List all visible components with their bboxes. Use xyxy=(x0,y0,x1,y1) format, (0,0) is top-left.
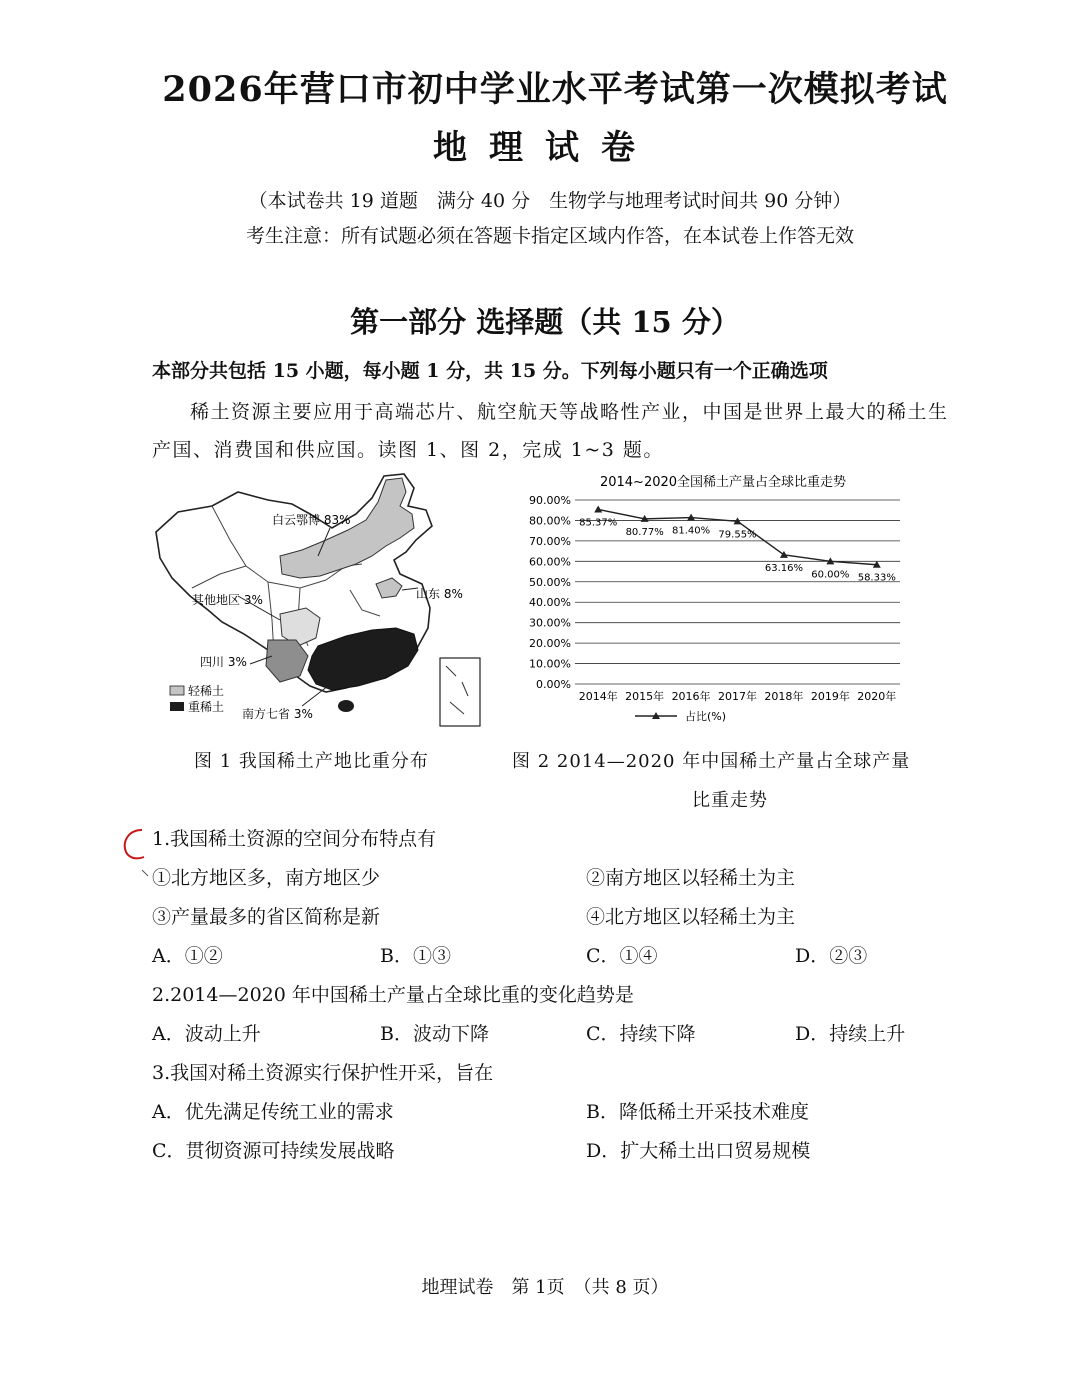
x-tick-label: 2017年 xyxy=(718,690,757,703)
legend-light-swatch xyxy=(170,686,184,695)
hainan-island xyxy=(338,700,354,712)
x-tick-label: 2019年 xyxy=(810,690,850,703)
x-tick-label: 2016年 xyxy=(671,690,711,703)
passage: 稀土资源主要应用于高端芯片、航空航天等战略性产业，中国是世界上最大的稀土生产国、消费国和供应国。读图 1、图 2，完成 1~3 题。 xyxy=(152,401,949,461)
data-point xyxy=(594,505,602,512)
y-tick-label: 50.00% xyxy=(529,575,571,589)
label-sichuan: 四川 3% xyxy=(200,655,247,669)
figure1-caption: 图 1 我国稀土产地比重分布 xyxy=(194,751,429,772)
rare-earth-map xyxy=(150,470,490,730)
south-china-sea-inset xyxy=(440,658,480,726)
part-title: 第一部分 选择题（共 15 分） xyxy=(350,305,740,339)
legend-heavy-label: 重稀土 xyxy=(188,700,225,714)
y-tick-label: 0.00% xyxy=(536,678,571,691)
part-intro: 本部分共包括 15 小题，每小题 1 分，共 15 分。下列每小题只有一个正确选项 xyxy=(152,360,828,382)
chart-title: 2014~2020全国稀土产量占全球比重走势 xyxy=(599,475,847,490)
page-footer: 地理试卷 第 1页 （共 8 页） xyxy=(421,1277,669,1298)
y-tick-label: 90.00% xyxy=(529,494,571,507)
exam-info: （本试卷共 19 道题 满分 40 分 生物学与地理考试时间共 90 分钟） xyxy=(248,190,852,212)
q1-stem: 1.我国稀土资源的空间分布特点有 xyxy=(152,828,437,850)
x-tick-label: 2014年 xyxy=(578,690,618,703)
q1-item-1: ①北方地区多，南方地区少 xyxy=(152,867,381,889)
x-tick-label: 2020年 xyxy=(857,690,897,703)
q2-option-a: A．波动上升 xyxy=(152,1023,261,1045)
exam-title: 2026年营口市初中学业水平考试第一次模拟考试 xyxy=(162,69,948,110)
label-shandong: 山东 8% xyxy=(416,587,463,601)
q1-option-d: D．②③ xyxy=(795,945,868,967)
legend-light-label: 轻稀土 xyxy=(188,684,225,698)
x-tick-label: 2015年 xyxy=(625,690,665,703)
q3-option-d: D．扩大稀土出口贸易规模 xyxy=(586,1140,811,1162)
q3-option-a: A．优先满足传统工业的需求 xyxy=(152,1101,394,1123)
q1-item-3: ③产量最多的省区简称是新 xyxy=(152,906,381,928)
label-other: 其他地区 3% xyxy=(192,593,263,607)
y-tick-label: 60.00% xyxy=(529,555,571,569)
q3-option-b: B．降低稀土开采技术难度 xyxy=(586,1101,809,1123)
red-check-mark xyxy=(112,824,152,884)
subject-title: 地理试卷 xyxy=(433,128,657,168)
data-label: 80.77% xyxy=(625,526,664,538)
data-label: 63.16% xyxy=(764,562,803,574)
data-point xyxy=(780,551,788,558)
q1-option-a: A．①② xyxy=(152,945,223,967)
data-label: 58.33% xyxy=(857,572,896,584)
production-share-chart xyxy=(515,470,915,730)
legend-heavy-swatch xyxy=(170,702,184,711)
y-tick-label: 80.00% xyxy=(529,514,571,528)
y-tick-label: 30.00% xyxy=(529,616,571,630)
q3-option-c: C．贯彻资源可持续发展战略 xyxy=(152,1140,395,1162)
figure2-caption-line1: 图 2 2014—2020 年中国稀土产量占全球产量 xyxy=(512,751,911,772)
label-south-seven: 南方七省 3% xyxy=(242,707,313,721)
y-tick-label: 40.00% xyxy=(529,596,571,610)
data-label: 60.00% xyxy=(811,569,850,581)
data-label: 79.55% xyxy=(718,529,757,541)
x-tick-label: 2018年 xyxy=(764,690,804,703)
data-label: 81.40% xyxy=(672,525,711,537)
exam-notice: 考生注意：所有试题必须在答题卡指定区域内作答，在本试卷上作答无效 xyxy=(245,225,854,247)
data-label: 85.37% xyxy=(579,517,618,529)
q2-option-c: C．持续下降 xyxy=(586,1023,696,1045)
q1-option-b: B．①③ xyxy=(380,945,451,967)
q2-option-d: D．持续上升 xyxy=(795,1023,906,1045)
q2-option-b: B．波动下降 xyxy=(380,1023,489,1045)
q3-stem: 3.我国对稀土资源实行保护性开采，旨在 xyxy=(152,1062,494,1084)
legend-label: 占比(%) xyxy=(685,710,727,723)
q2-stem: 2.2014—2020 年中国稀土产量占全球比重的变化趋势是 xyxy=(152,984,634,1006)
q1-option-c: C．①④ xyxy=(586,945,658,967)
q1-item-4: ④北方地区以轻稀土为主 xyxy=(586,906,796,928)
label-baiyun-obo: 白云鄂博 83% xyxy=(272,513,351,527)
y-tick-label: 20.00% xyxy=(529,637,571,651)
y-tick-label: 10.00% xyxy=(529,657,571,671)
figure2-caption-line2: 比重走势 xyxy=(692,790,768,811)
q1-item-2: ②南方地区以轻稀土为主 xyxy=(586,867,796,889)
y-tick-label: 70.00% xyxy=(529,534,571,548)
